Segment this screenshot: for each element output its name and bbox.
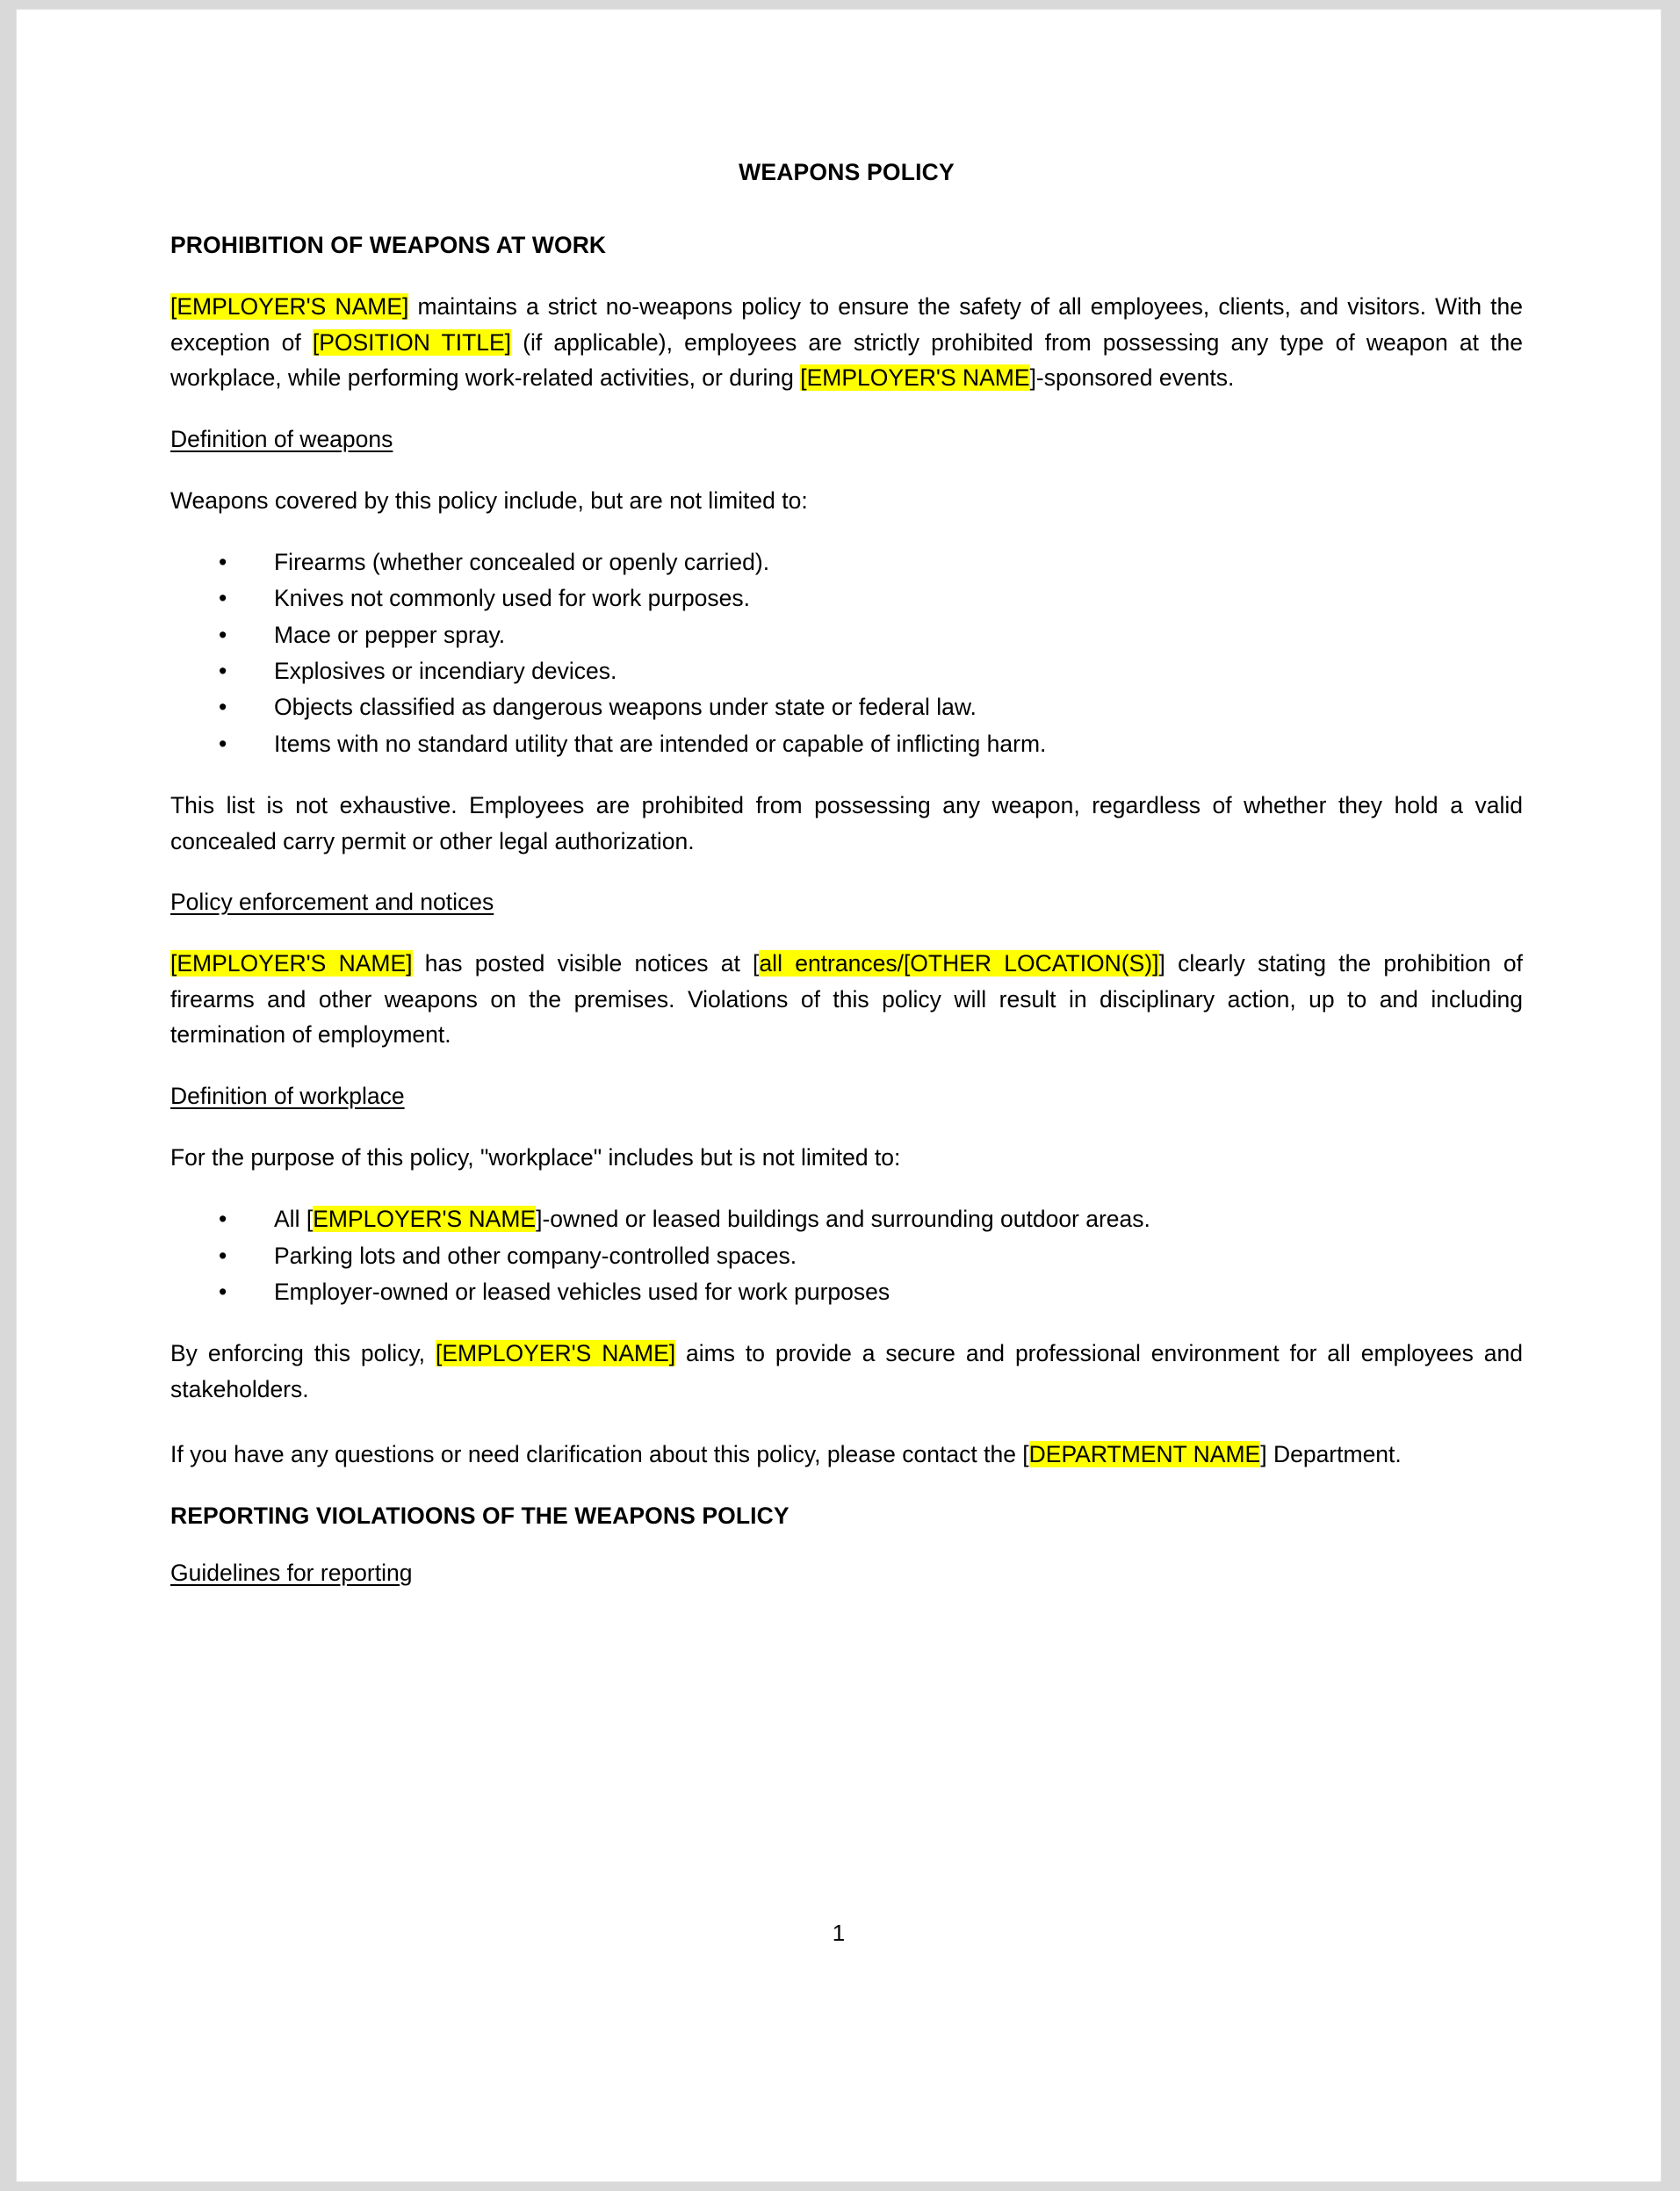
intro-text-1: maintains a strict no-weapons policy to ensure the safety of all employees, clients, and visitors. With the exception of (170, 293, 1523, 356)
paragraph-not-exhaustive: This list is not exhaustive. Employees are prohibited from possessing any weapon, regardless of whether they hold a valid concealed carry permit or other legal authorization. (170, 792, 1523, 854)
subheading-definition-of-weapons-wrap (170, 426, 1523, 453)
list-weapons (170, 548, 1523, 758)
paragraph-policy-enforcement (170, 946, 1523, 1053)
enforcement-text-1: has posted visible notices at [ (412, 950, 760, 977)
bullet-dot-icon: • (219, 694, 227, 721)
subheading-definition-of-workplace-wrap (170, 1083, 1523, 1110)
subheading-definition-of-weapons: Definition of weapons (170, 425, 393, 452)
contact-text-2: ] Department. (1260, 1441, 1402, 1468)
page-title (170, 159, 1523, 186)
list-item-prefix: All [ (274, 1206, 314, 1233)
enforcement-text-2: ] clearly stating the prohibition of firearms and other weapons on the premises. Violations of this policy will result in disciplinary action, up to and including termination of employment. (170, 950, 1523, 1049)
list-workplace (170, 1205, 1523, 1306)
list-item (170, 584, 1523, 612)
paragraph-workplace-lead-in: For the purpose of this policy, "workplace" includes but is not limited to: (170, 1143, 901, 1171)
list-item-label: Explosives or incendiary devices. (274, 658, 617, 685)
placeholder-employers-name-3: [EMPLOYER'S NAME] (170, 950, 413, 977)
bullet-dot-icon: • (219, 1242, 227, 1269)
list-item (170, 621, 1523, 649)
placeholder-employers-name-1: [EMPLOYER'S NAME] (170, 293, 409, 320)
bullet-dot-icon: • (219, 730, 227, 757)
bullet-dot-icon: • (219, 658, 227, 685)
placeholder-position-title: [POSITION TITLE] (312, 328, 512, 356)
list-item-label: Knives not commonly used for work purposes. (274, 585, 751, 612)
bullet-dot-icon: • (219, 1206, 227, 1233)
page-number: 1 (832, 1920, 846, 1946)
placeholder-employers-name-4: EMPLOYER'S NAME (313, 1206, 537, 1233)
list-item (170, 657, 1523, 685)
list-item-label: Objects classified as dangerous weapons under state or federal law. (274, 694, 977, 721)
list-item (170, 1278, 1523, 1306)
subheading-definition-of-workplace: Definition of workplace (170, 1082, 405, 1109)
list-item-label: Employer-owned or leased vehicles used for work purposes (274, 1278, 890, 1305)
placeholder-other-locations: all entrances/[OTHER LOCATION(S)] (759, 950, 1159, 977)
heading-prohibition-of-weapons-at-work: PROHIBITION OF WEAPONS AT WORK (170, 232, 607, 258)
paragraph-intro (170, 289, 1523, 396)
heading-reporting-violations: REPORTING VIOLATIOONS OF THE WEAPONS POLICY (170, 1502, 790, 1529)
paragraph-weapons-lead-in: Weapons covered by this policy include, but are not limited to: (170, 486, 808, 514)
document-body (170, 159, 1523, 1617)
bullet-dot-icon: • (219, 621, 227, 648)
document-page (16, 9, 1662, 2182)
paragraph-contact (170, 1437, 1523, 1473)
subheading-guidelines-for-reporting-wrap (170, 1560, 1523, 1587)
bullet-dot-icon: • (219, 549, 227, 576)
bullet-dot-icon: • (219, 585, 227, 612)
list-item-label: Mace or pepper spray. (274, 621, 506, 648)
subheading-policy-enforcement-and-notices: Policy enforcement and notices (170, 889, 494, 916)
list-item (170, 548, 1523, 576)
subheading-policy-enforcement-wrap (170, 889, 1523, 916)
placeholder-employers-name-2: [EMPLOYER'S NAME (800, 364, 1030, 392)
list-item (170, 1242, 1523, 1270)
document-title-text: WEAPONS POLICY (739, 159, 955, 185)
list-item (170, 1205, 1523, 1233)
list-item-label: Items with no standard utility that are intended or capable of inflicting harm. (274, 730, 1047, 757)
intro-text-3: ]-sponsored events. (1029, 364, 1235, 392)
closing-text-2: aims to provide a secure and professional environment for all employees and stakeholders. (170, 1340, 1523, 1402)
intro-text-2: (if applicable), employees are strictly prohibited from possessing any type of weapon at the workplace, while performing work-related activities, or during (170, 328, 1523, 392)
list-item (170, 730, 1523, 758)
placeholder-department-name: DEPARTMENT NAME (1028, 1441, 1261, 1468)
closing-text-1: By enforcing this policy, (170, 1340, 436, 1367)
contact-text-1: If you have any questions or need clarification about this policy, please contact the [ (170, 1441, 1029, 1468)
placeholder-employers-name-5: [EMPLOYER'S NAME] (435, 1340, 676, 1367)
subheading-guidelines-for-reporting: Guidelines for reporting (170, 1559, 413, 1586)
paragraph-closing (170, 1336, 1523, 1407)
bullet-dot-icon: • (219, 1278, 227, 1305)
list-item (170, 693, 1523, 721)
list-item-label: Firearms (whether concealed or openly carried). (274, 549, 770, 576)
list-item-label: Parking lots and other company-controlled spaces. (274, 1242, 797, 1269)
list-item-suffix: ]-owned or leased buildings and surrounding outdoor areas. (536, 1206, 1150, 1233)
